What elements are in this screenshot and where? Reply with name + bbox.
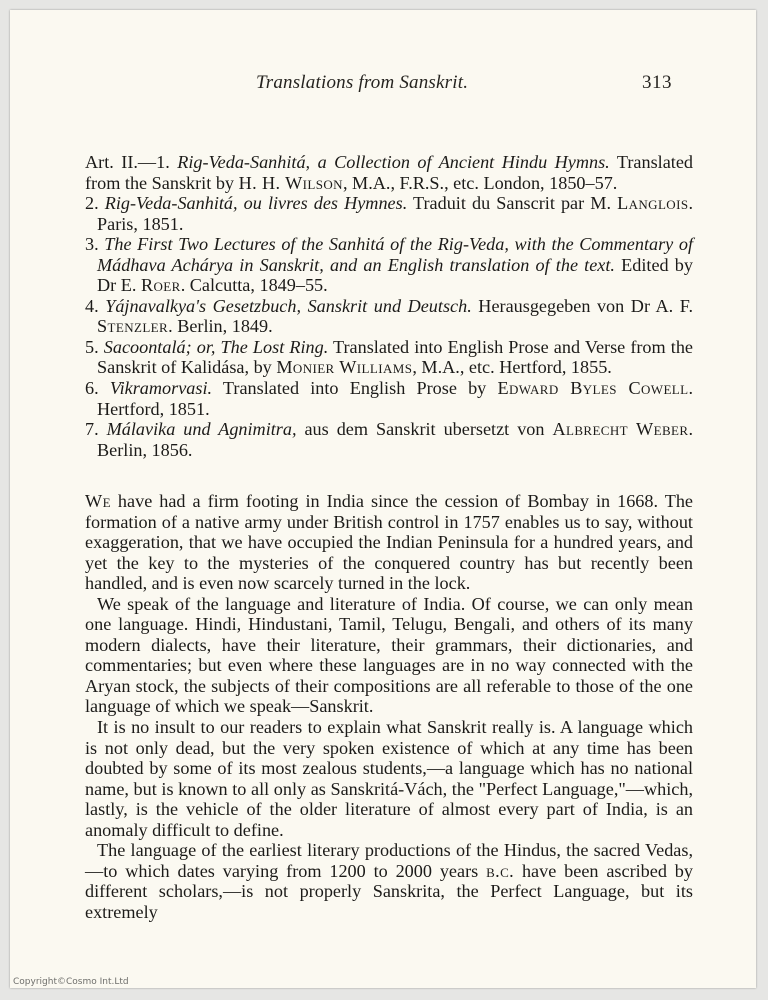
reference-text: Traduit du Sanscrit par M. <box>407 193 618 214</box>
reference-number: 6. <box>85 378 110 399</box>
reference-text: . Berlin, 1856. <box>97 419 693 460</box>
reference-text: . Berlin, 1849. <box>168 316 273 337</box>
bc-abbreviation: b.c. <box>486 860 515 881</box>
reference-item <box>85 337 693 378</box>
reference-title: Sacoontalá; or, The Lost Ring. <box>103 336 329 357</box>
reference-author: Monier Williams <box>276 357 413 378</box>
paragraph-4 <box>85 840 693 922</box>
reference-item <box>85 193 693 234</box>
running-header <box>10 72 756 96</box>
reference-text: Translated into English Prose by <box>212 378 498 399</box>
reference-number: 2. <box>85 193 105 214</box>
paragraph-2: We speak of the language and literature of India. Of course, we can only mean one language. Hindi, Hindustani, Tamil, Telugu, Bengali, and others of its many modern dialects, have their literature, their grammars, their dictionaries, and commentaries; but even where these languages are in no way connected with the Aryan stock, the subjects of their compositions are all referable to those of the one language of which we speak—Sanskrit. <box>85 593 693 717</box>
paragraph-3: It is no insult to our readers to explain what Sanskrit really is. A language which is not only dead, but the very spoken existence of which at any time has been doubted by some of its most zealous students,—a language which has no national name, but is known to all only as Sanskritá-Vách, the "Perfect Language,"—which, lastly, is the vehicle of the older literature of almost every part of India, is an anomaly difficult to define. <box>85 717 693 840</box>
reference-author: Edward Byles Cowell <box>497 378 689 399</box>
reference-text: . Paris, 1851. <box>97 193 694 234</box>
reference-item <box>85 419 693 460</box>
reference-number: 5. <box>85 336 104 357</box>
reference-title: Rig-Veda-Sanhitá, a Collection of Ancient Hindu Hymns. <box>177 152 610 172</box>
reference-text: aus dem Sanskrit ubersetzt von <box>296 419 553 440</box>
reference-list <box>85 152 693 460</box>
copyright-watermark: Copyright©Cosmo Int.Ltd <box>13 977 129 987</box>
reference-text: , M.A., etc. Hertford, 1855. <box>412 357 612 378</box>
running-title: Translations from Sanskrit. <box>256 72 469 93</box>
reference-number: 7. <box>85 419 107 440</box>
paragraph-1 <box>85 491 693 594</box>
reference-author: Stenzler <box>97 316 169 337</box>
reference-item <box>85 234 693 296</box>
reference-title: Rig-Veda-Sanhitá, ou livres des Hymnes. <box>104 193 408 214</box>
article-body <box>85 491 693 922</box>
reference-text: . Calcutta, 1849–55. <box>180 275 328 296</box>
reference-author: Albrecht Weber <box>552 419 689 440</box>
reference-title: Yájnavalkya's Gesetzbuch, Sanskrit und Deutsch. <box>105 295 472 316</box>
reference-author: Roer <box>140 275 181 296</box>
reference-title: Málavika und Agnimitra, <box>106 419 297 440</box>
reference-number: 3. <box>85 234 105 255</box>
reference-title: Vikramorvasi. <box>109 378 213 399</box>
page-number: 313 <box>642 72 672 93</box>
reference-number: Art. II.—1. <box>85 152 178 172</box>
reference-text: Translated from the Sanskrit by <box>85 152 694 193</box>
reference-text: Translated into English Prose and Verse from the Sanskrit of Kalidása, by <box>97 336 693 378</box>
reference-text: Herausgegeben von Dr A. F. <box>471 295 693 316</box>
reference-author: Langlois <box>617 193 689 214</box>
opening-small-caps: We <box>85 491 111 511</box>
paragraph-1-text: have had a firm footing in India since the cession of Bombay in 1668. The formation of a native army under British control in 1757 enables us to say, without exaggeration, that we have occupied the Indian Peninsula for a hundred years, and yet the key to the mysteries of the conquered country has but recently been handled, and is even now scarcely turned in the lock. <box>85 491 693 594</box>
reference-item <box>85 378 693 419</box>
paragraph-4-text-a: The language of the earliest literary productions of the Hindus, the sacred Vedas,—to which dates varying from 1200 to 2000 years <box>85 840 693 881</box>
reference-title: The First Two Lectures of the Sanhitá of the Rig-Veda, with the Commentary of Mádhava Achárya in Sanskrit, and an English translation of the text. <box>97 234 694 275</box>
paragraph-4-text-b: have been ascribed by different scholars,—is not properly Sanskrita, the Perfect Language, but its extremely <box>85 860 693 922</box>
reference-author: H. H. Wilson <box>238 172 343 193</box>
reference-text: Edited by Dr E. <box>97 254 693 296</box>
reference-text: , M.A., F.R.S., etc. London, 1850–57. <box>342 172 618 193</box>
reference-item <box>85 152 693 193</box>
document-page <box>10 10 756 988</box>
reference-item <box>85 296 693 337</box>
reference-text: . Hertford, 1851. <box>97 378 694 419</box>
reference-number: 4. <box>85 295 106 316</box>
